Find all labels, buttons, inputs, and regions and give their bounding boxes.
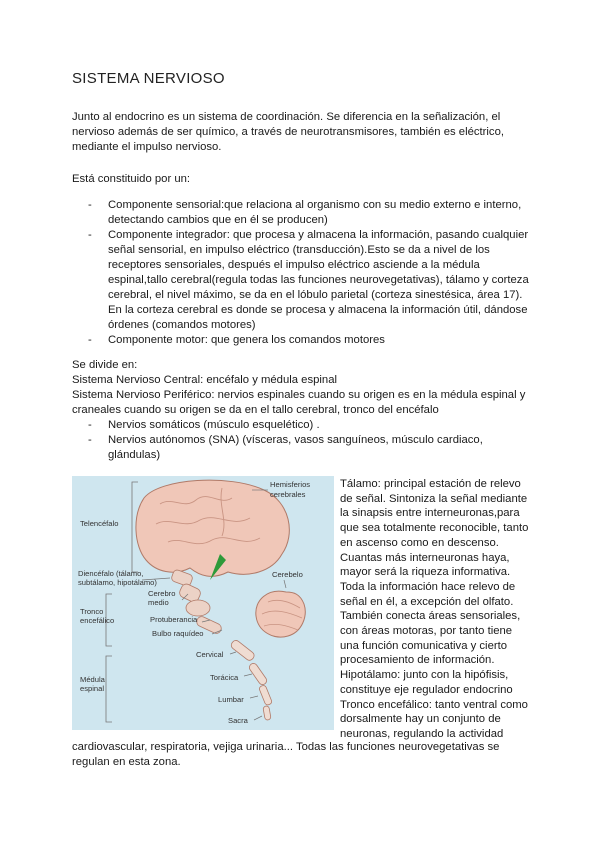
label-medula-1: Médula bbox=[80, 675, 105, 684]
tail-text: cardiovascular, respiratoria, vejiga urinaria... Todas las funciones neurovegetativas se regulan en esta zona. bbox=[72, 741, 500, 768]
list-item: - Componente sensorial:que relaciona al organismo con su medio externo e interno, detectando cambios que en él se producen) bbox=[72, 198, 532, 228]
snc-line: Sistema Nervioso Central: encéfalo y médula espinal bbox=[72, 374, 337, 386]
snp-line: Sistema Nervioso Periférico: nervios espinales cuando su origen es en la médula espinal y craneales cuando su origen se da en el tallo cerebral, tronco del encéfalo bbox=[72, 389, 526, 416]
brain-anatomy-figure bbox=[72, 476, 334, 730]
list-item: - Componente motor: que genera los comandos motores bbox=[72, 333, 532, 348]
nerves-list bbox=[72, 418, 532, 463]
label-protuberancia: Protuberancia bbox=[150, 615, 198, 624]
page-title: SISTEMA NERVIOSO bbox=[72, 70, 225, 87]
label-medula-2: espinal bbox=[80, 684, 105, 693]
divide-section bbox=[72, 358, 542, 418]
list-item: - Nervios somáticos (músculo esquelético) . bbox=[72, 418, 532, 433]
label-tronco-2: encefálico bbox=[80, 616, 115, 625]
brain-diagram bbox=[72, 476, 334, 730]
cerebrum-shape bbox=[136, 480, 289, 576]
constituido-paragraph: Está constituido por un: bbox=[72, 173, 191, 185]
label-diencefalo-1: Diencéfalo (tálamo, bbox=[78, 569, 144, 578]
divide-intro: Se divide en: bbox=[72, 359, 138, 371]
label-lumbar: Lumbar bbox=[218, 695, 244, 704]
label-cerebrales: cerebrales bbox=[270, 490, 306, 499]
label-toracica: Torácica bbox=[210, 673, 239, 682]
list-item: - Nervios autónomos (SNA) (vísceras, vasos sanguíneos, músculo cardiaco, glándulas) bbox=[72, 433, 532, 463]
label-sacra: Sacra bbox=[228, 716, 248, 725]
label-cervical: Cervical bbox=[196, 650, 224, 659]
label-cerebro-2: medio bbox=[148, 598, 169, 607]
label-cerebelo: Cerebelo bbox=[272, 570, 303, 579]
label-cerebro-1: Cerebro bbox=[148, 589, 176, 598]
label-diencefalo-2: subtálamo, hipotálamo) bbox=[78, 578, 157, 587]
side-text: Tálamo: principal estación de relevo de señal. Sintoniza la señal mediante la sinapsis entre interneuronas,para que sea totalmente reconocible, tanto en ascenso como en descenso. Cuantas más interneuronas haya, mayor será la riqueza informativa. Toda la información hace relevo de señal en él, a excepción del olfato. También conecta áreas sensoriales, con áreas motoras, por tanto tiene una función comunicativa y cierto procesamiento de información. Hipotálamo: junto con la hipófisis, constituye eje regulador endocrino Tronco encefálico: tanto ventral como dorsalmente hay un conjunto de neuronas, regulando la actividad bbox=[340, 478, 529, 740]
list-item: - Componente integrador: que procesa y almacena la información, pasando cualquier señal sensorial, en impulso eléctrico (transducción).Esto se da a nivel de los receptores sensoriales, después el impulso eléctrico asciende a la médula espinal,tallo cerebral(regula todas las funciones neurovegetativas), tálamo y corteza cerebral, el nivel máximo, se da en el lóbulo parietal (corteza sinestésica, área 17). En la corteza cerebral es donde se procesa y almacena la información útil, dándose órdenes (comandos motores) bbox=[72, 228, 532, 333]
label-telencefalo: Telencéfalo bbox=[80, 519, 119, 528]
components-list bbox=[72, 198, 532, 348]
intro-paragraph: Junto al endocrino es un sistema de coordinación. Se diferencia en la señalización, el nervioso además de ser químico, a través de neurotransmisores, también es eléctrico, mediante el impulso nervioso. bbox=[72, 111, 504, 153]
label-bulbo: Bulbo raquídeo bbox=[152, 629, 204, 638]
label-hemisferios: Hemisferios bbox=[270, 480, 311, 489]
label-tronco-1: Tronco bbox=[80, 607, 104, 616]
